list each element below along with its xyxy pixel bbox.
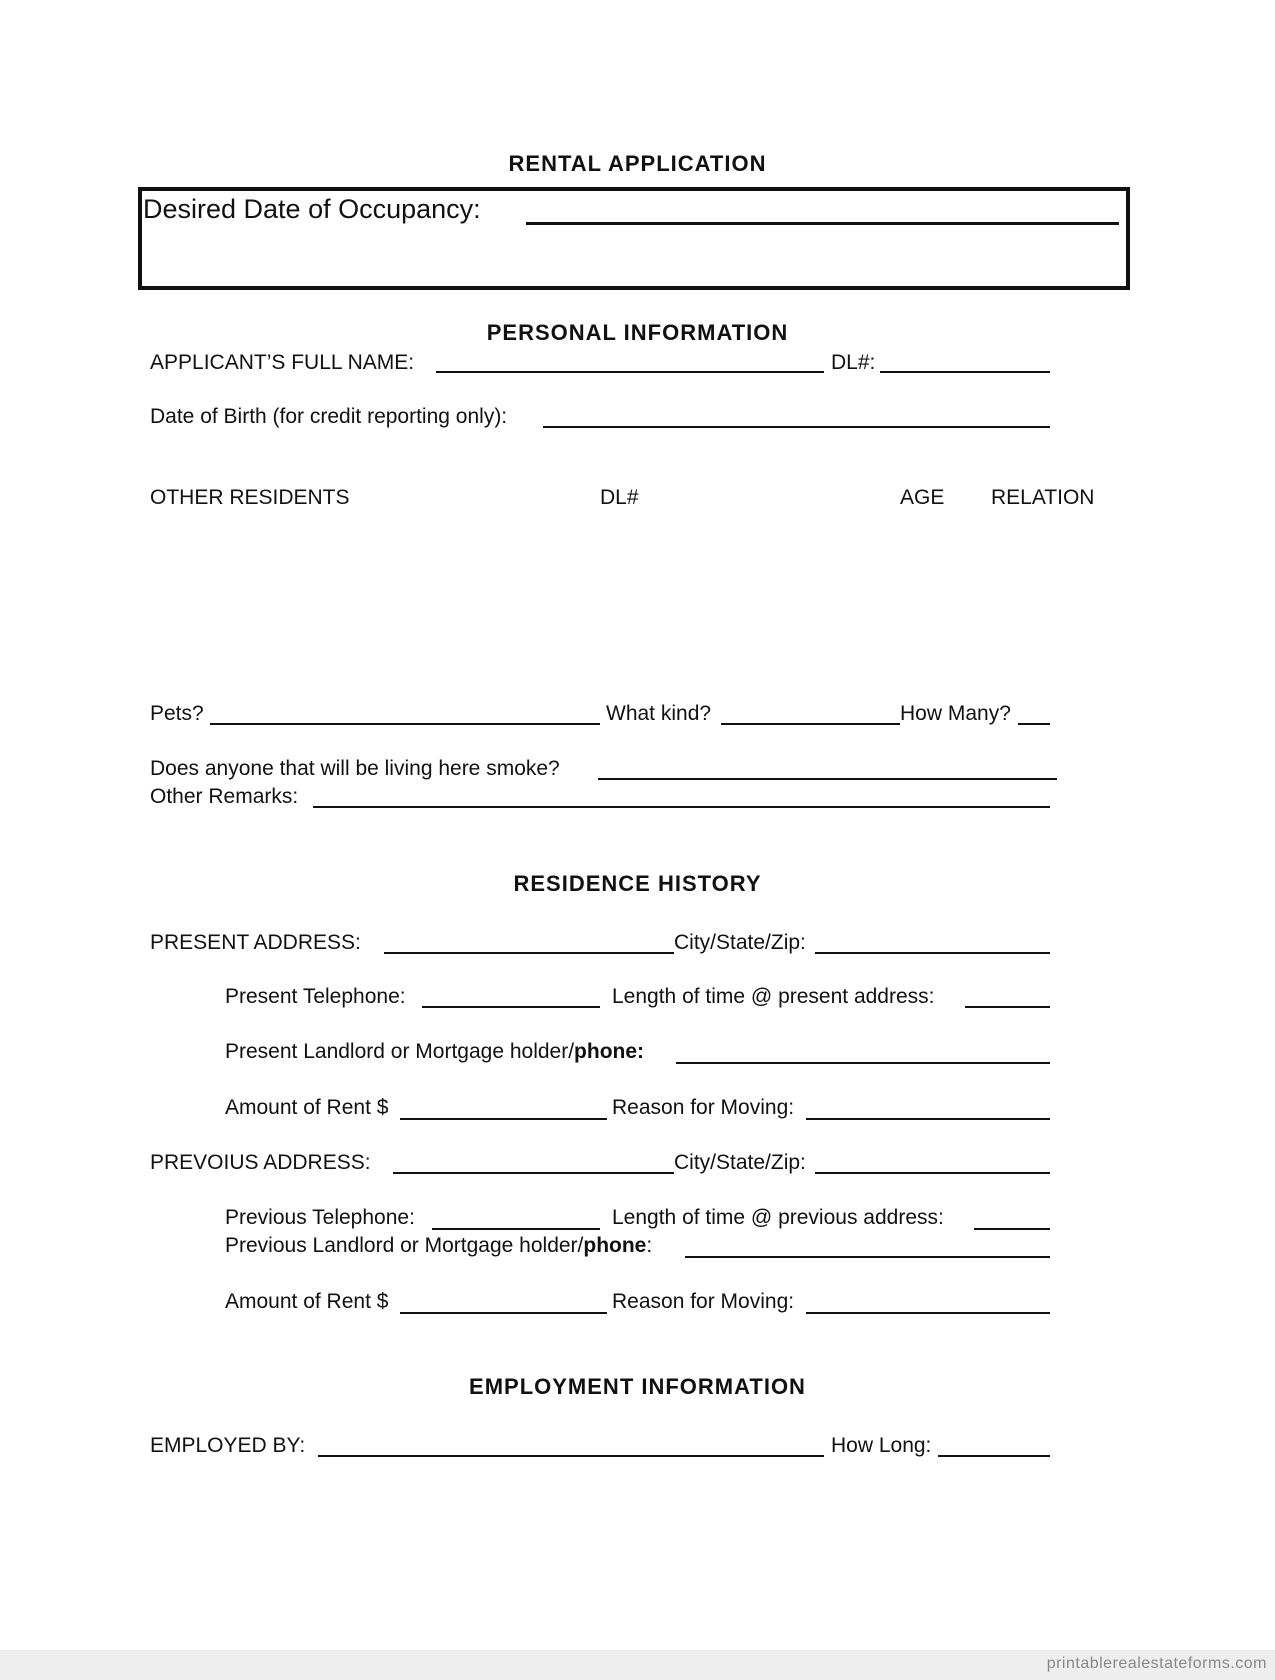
residents-age-header: AGE	[900, 486, 945, 509]
remarks-field[interactable]	[313, 806, 1050, 808]
previous-landlord-colon: :	[646, 1234, 653, 1257]
previous-address-label: PREVOIUS ADDRESS:	[150, 1151, 371, 1174]
employed-by-field[interactable]	[318, 1455, 824, 1457]
how-long-label: How Long:	[831, 1434, 932, 1457]
previous-telephone-field[interactable]	[432, 1228, 600, 1230]
present-telephone-label: Present Telephone:	[225, 985, 406, 1008]
page-title: RENTAL APPLICATION	[508, 151, 767, 176]
occupancy-field[interactable]	[526, 222, 1119, 225]
present-telephone-field[interactable]	[422, 1006, 600, 1008]
previous-reason-label: Reason for Moving:	[612, 1290, 795, 1313]
employed-by-label: EMPLOYED BY:	[150, 1434, 306, 1457]
previous-rent-field[interactable]	[400, 1312, 607, 1314]
dl-field[interactable]	[880, 371, 1050, 373]
smoke-label: Does anyone that will be living here smoke?	[150, 757, 560, 780]
dob-label: Date of Birth (for credit reporting only):	[150, 405, 508, 428]
present-landlord-phone: phone:	[574, 1040, 645, 1063]
present-reason-field[interactable]	[806, 1118, 1050, 1120]
previous-landlord-field[interactable]	[685, 1256, 1050, 1258]
how-many-label: How Many?	[900, 702, 1011, 725]
residents-dl-header: DL#	[600, 486, 639, 509]
employment-heading: EMPLOYMENT INFORMATION	[469, 1374, 806, 1399]
previous-length-label: Length of time @ previous address:	[612, 1206, 944, 1229]
present-length-field[interactable]	[965, 1006, 1050, 1008]
other-residents-header: OTHER RESIDENTS	[150, 486, 350, 509]
present-length-label: Length of time @ present address:	[612, 985, 935, 1008]
full-name-label: APPLICANT’S FULL NAME:	[150, 351, 415, 374]
previous-city-label: City/State/Zip:	[674, 1151, 806, 1174]
previous-city-field[interactable]	[815, 1172, 1050, 1174]
present-reason-label: Reason for Moving:	[612, 1096, 795, 1119]
smoke-field[interactable]	[598, 778, 1057, 780]
present-city-label: City/State/Zip:	[674, 931, 806, 954]
how-many-field[interactable]	[1018, 723, 1050, 725]
residents-relation-header: RELATION	[991, 486, 1095, 509]
how-long-field[interactable]	[938, 1455, 1050, 1457]
pets-label: Pets?	[150, 702, 204, 725]
present-landlord-label	[225, 1040, 644, 1064]
full-name-field[interactable]	[436, 371, 824, 373]
previous-landlord-phone: phone	[583, 1234, 647, 1257]
dob-field[interactable]	[543, 426, 1050, 428]
footer-watermark: printablerealestateforms.com	[1046, 1655, 1267, 1672]
previous-reason-field[interactable]	[806, 1312, 1050, 1314]
present-landlord-text: Present Landlord or Mortgage holder/	[225, 1040, 575, 1063]
previous-landlord-text: Previous Landlord or Mortgage holder/	[225, 1234, 584, 1257]
dl-label: DL#:	[831, 351, 876, 374]
occupancy-label: Desired Date of Occupancy:	[143, 194, 481, 224]
present-landlord-field[interactable]	[676, 1062, 1050, 1064]
what-kind-field[interactable]	[721, 723, 900, 725]
present-address-field[interactable]	[384, 952, 674, 954]
previous-telephone-label: Previous Telephone:	[225, 1206, 415, 1229]
pets-field[interactable]	[210, 723, 600, 725]
previous-rent-label: Amount of Rent $	[225, 1290, 389, 1313]
residence-heading: RESIDENCE HISTORY	[513, 871, 762, 896]
present-rent-field[interactable]	[400, 1118, 607, 1120]
footer-bar	[0, 1650, 1275, 1680]
previous-address-field[interactable]	[393, 1172, 674, 1174]
present-rent-label: Amount of Rent $	[225, 1096, 389, 1119]
present-city-field[interactable]	[815, 952, 1050, 954]
personal-heading: PERSONAL INFORMATION	[486, 320, 789, 345]
previous-landlord-label	[225, 1234, 652, 1258]
previous-length-field[interactable]	[974, 1228, 1050, 1230]
what-kind-label: What kind?	[606, 702, 712, 725]
present-address-label: PRESENT ADDRESS:	[150, 931, 361, 954]
remarks-label: Other Remarks:	[150, 785, 299, 808]
